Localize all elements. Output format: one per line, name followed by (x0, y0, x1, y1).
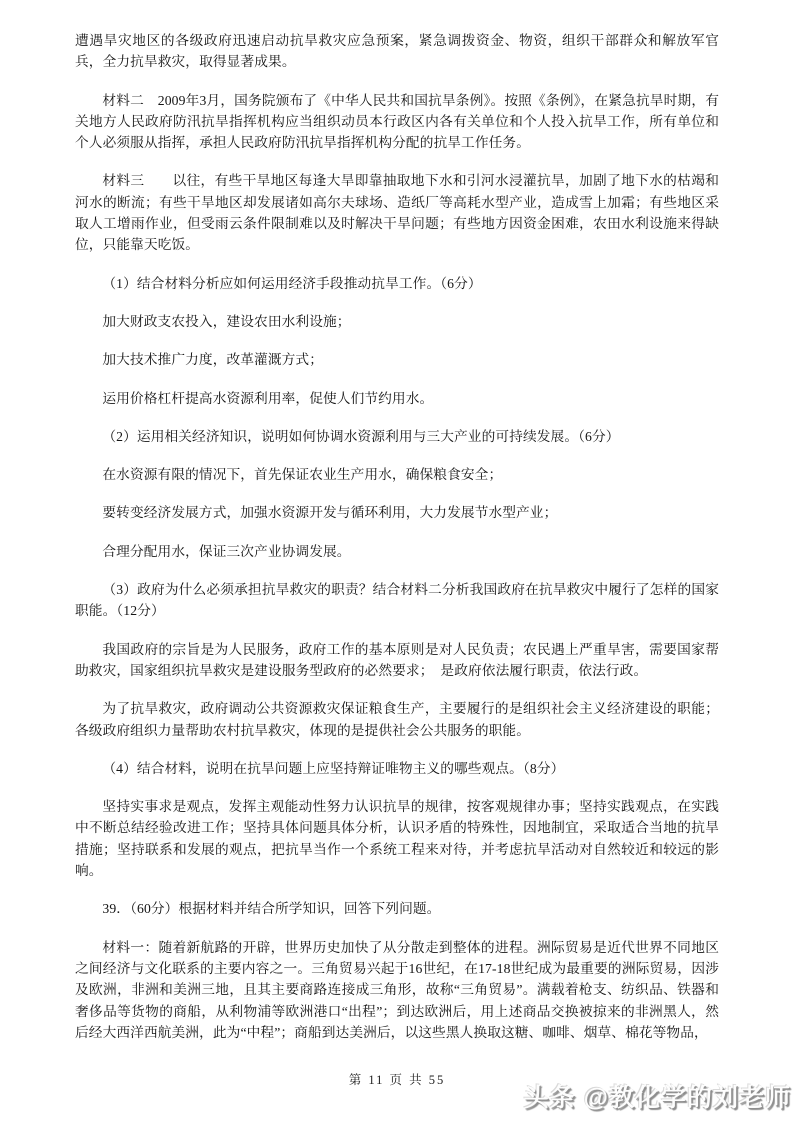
paragraph: 在水资源有限的情况下，首先保证农业生产用水，确保粮食安全； (102, 467, 503, 483)
paragraph: 合理分配用水，保证三次产业协调发展。 (102, 543, 351, 559)
paragraph: 遭遇旱灾地区的各级政府迅速启动抗旱救灾应急预案，紧急调拨资金、物资，组织干部群众和解放军官兵，全力抗旱救灾，取得显著成果。 (75, 33, 719, 70)
paragraph: 材料三 以往，有些干旱地区每逢大旱即靠抽取地下水和引河水浸灌抗旱，加剧了地下水的枯竭和河水的断流；有些干旱地区却发展诸如高尔夫球场、造纸厂等高耗水型产业，造成雪上加霜；有些地区采取人工增雨作业，但受雨云条件限制难以及时解决干旱问题；有些地方因资金困难，农田水利设施来得缺位，只能靠天吃饭。 (75, 173, 719, 253)
paragraph: 为了抗旱救灾，政府调动公共资源救灾保证粮食生产，主要履行的是组织社会主义经济建设的职能；各级政府组织力量帮助农村抗旱救灾，体现的是提供社会公共服务的职能。 (75, 701, 719, 738)
watermark: 头条 @教化学的刘老师 (523, 1084, 791, 1112)
document-body (75, 30, 719, 1043)
paragraph: 加大财政支农投入，建设农田水利设施； (102, 313, 351, 329)
paragraph: （4）结合材料，说明在抗旱问题上应坚持辩证唯物主义的哪些观点。（8分） (102, 760, 565, 776)
paragraph: 我国政府的宗旨是为人民服务，政府工作的基本原则是对人民负责；农民遇上严重旱害，需要国家帮助救灾，国家组织抗旱救灾是建设服务型政府的必然要求； 是政府依法履行职责，依法行政。 (75, 641, 719, 678)
paragraph: （1）结合材料分析应如何运用经济手段推动抗旱工作。（6分） (102, 275, 482, 291)
paragraph: 材料二 2009年3月，国务院颁布了《中华人民共和国抗旱条例》。按照《条例》，在紧急抗旱时期，有关地方人民政府防汛抗旱指挥机构应当组织动员本行政区内各有关单位和个人投入抗旱工作，所有单位和个人必须服从指挥，承担人民政府防汛抗旱指挥机构分配的抗旱工作任务。 (75, 92, 719, 151)
paragraph: 39．（60分）根据材料并结合所学知识，回答下列问题。 (102, 901, 441, 917)
paragraph: 要转变经济发展方式，加强水资源开发与循环利用，大力发展节水型产业； (102, 505, 558, 521)
paragraph: 运用价格杠杆提高水资源利用率，促使人们节约用水。 (102, 390, 434, 406)
paragraph: 材料一：随着新航路的开辟，世界历史加快了从分散走到整体的进程。洲际贸易是近代世界不同地区之间经济与文化联系的主要内容之一。三角贸易兴起于16世纪，在17-18世纪成为最重要的洲际贸易，因涉及欧洲，非洲和美洲三地，且其主要商路连接成三角形，故称“三角贸易”。满载着枪支、纺织品、铁器和奢侈品等货物的商船，从利物浦等欧洲港口“出程”；到达欧洲后，用上述商品交换被掠来的非洲黑人，然后经大西洋西航美洲，此为“中程”；商船到达美洲后，以这些黑人换取这糖、咖啡、烟草、棉花等物品， (75, 939, 719, 1040)
paragraph: （2）运用相关经济知识，说明如何协调水资源利用与三大产业的可持续发展。（6分） (102, 428, 620, 444)
paragraph: 坚持实事求是观点，发挥主观能动性努力认识抗旱的规律，按客观规律办事；坚持实践观点，在实践中不断总结经验改进工作；坚持具体问题具体分析，认识矛盾的特殊性，因地制宜，采取适合当地的抗旱措施；坚持联系和发展的观点，把抗旱当作一个系统工程来对待，并考虑抗旱活动对自然较近和较远的影响。 (75, 799, 719, 879)
page-number: 第 11 页 共 55 (348, 1073, 446, 1087)
paragraph: 加大技术推广力度，改革灌溉方式； (102, 352, 323, 368)
paragraph: （3）政府为什么必须承担抗旱救灾的职责？结合材料二分析我国政府在抗旱救灾中履行了怎样的国家职能。（12分） (75, 582, 719, 619)
